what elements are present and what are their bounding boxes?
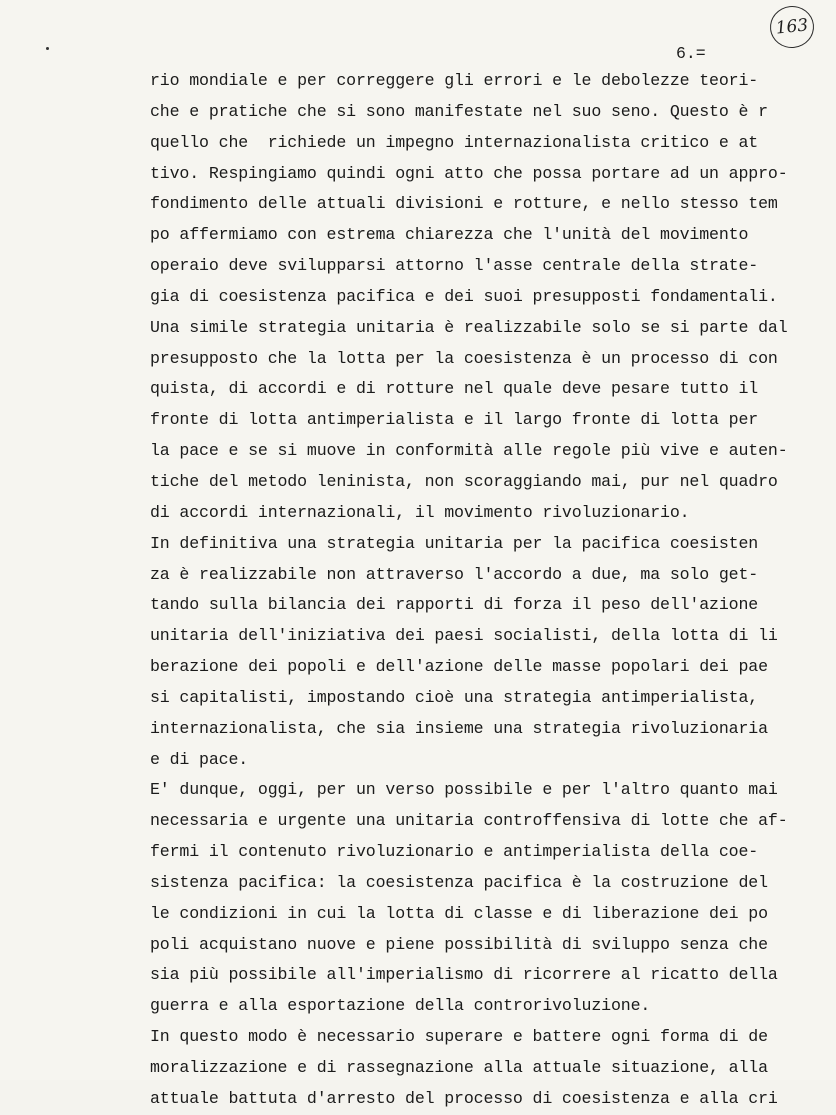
text-line: rio mondiale e per correggere gli errori e le debolezze teori- bbox=[150, 71, 759, 90]
text-line: di accordi internazionali, il movimento rivoluzionario. bbox=[150, 502, 690, 522]
text-line: Una simile strategia unitaria è realizzabile solo se si parte dal bbox=[150, 317, 788, 337]
text-line: che e pratiche che si sono manifestate nel suo seno. Questo è r bbox=[150, 101, 768, 121]
text-line: fondimento delle attuali divisioni e rotture, e nello stesso tem bbox=[150, 194, 778, 214]
text-line: poli acquistano nuove e piene possibilità di sviluppo senza che bbox=[150, 934, 768, 954]
text-line: moralizzazione e di rassegnazione alla attuale situazione, alla bbox=[150, 1058, 768, 1077]
text-line: unitaria dell'iniziativa dei paesi socialisti, della lotta di li bbox=[150, 626, 778, 646]
archive-stamp: 163 bbox=[768, 4, 816, 50]
text-line: internazionalista, che sia insieme una strategia rivoluzionaria bbox=[150, 718, 768, 738]
text-line: tivo. Respingiamo quindi ogni atto che possa portare ad un appro- bbox=[150, 163, 788, 183]
text-line: quello che richiede un impegno internazionalista critico e at bbox=[150, 132, 759, 152]
text-line: si capitalisti, impostando cioè una strategia antimperialista, bbox=[150, 687, 759, 707]
text-line: In questo modo è necessario superare e battere ogni forma di de bbox=[150, 1027, 768, 1047]
text-line: berazione dei popoli e dell'azione delle masse popolari dei pae bbox=[150, 657, 768, 677]
text-line: gia di coesistenza pacifica e dei suoi presupposti fondamentali. bbox=[150, 286, 778, 306]
text-line: po affermiamo con estrema chiarezza che l'unità del movimento bbox=[150, 225, 749, 245]
text-line: za è realizzabile non attraverso l'accordo a due, ma solo get- bbox=[150, 564, 759, 584]
text-line: quista, di accordi e di rotture nel quale deve pesare tutto il bbox=[150, 379, 759, 399]
text-line: operaio deve svilupparsi attorno l'asse centrale della strate- bbox=[150, 256, 759, 276]
ink-speck bbox=[46, 47, 49, 50]
text-line: sistenza pacifica: la coesistenza pacifica è la costruzione del bbox=[150, 872, 768, 892]
text-line: fermi il contenuto rivoluzionario e antimperialista della coe- bbox=[150, 842, 759, 862]
text-line: tando sulla bilancia dei rapporti di forza il peso dell'azione bbox=[150, 595, 759, 615]
page-number: 6.= bbox=[676, 44, 706, 63]
text-line: la pace e se si muove in conformità alle regole più vive e auten- bbox=[150, 441, 788, 461]
text-line: E' dunque, oggi, per un verso possibile e per l'altro quanto mai bbox=[150, 780, 778, 800]
text-line: presupposto che la lotta per la coesistenza è un processo di con bbox=[150, 348, 778, 368]
text-line: In definitiva una strategia unitaria per la pacifica coesisten bbox=[150, 533, 759, 553]
text-line: attuale battuta d'arresto del processo di coesistenza e alla cri bbox=[150, 1088, 778, 1108]
text-line: sia più possibile all'imperialismo di ricorrere al ricatto della bbox=[150, 965, 778, 985]
text-line: e di pace. bbox=[150, 749, 249, 769]
text-line: necessaria e urgente una unitaria controffensiva di lotte che af- bbox=[150, 811, 788, 831]
typewritten-body bbox=[150, 66, 820, 1115]
text-line: tiche del metodo leninista, non scoraggiando mai, pur nel quadro bbox=[150, 471, 778, 491]
text-line: guerra e alla esportazione della controrivoluzione. bbox=[150, 996, 651, 1016]
text-line: fronte di lotta antimperialista e il largo fronte di lotta per bbox=[150, 410, 759, 430]
text-line: le condizioni in cui la lotta di classe e di liberazione dei po bbox=[150, 903, 768, 923]
